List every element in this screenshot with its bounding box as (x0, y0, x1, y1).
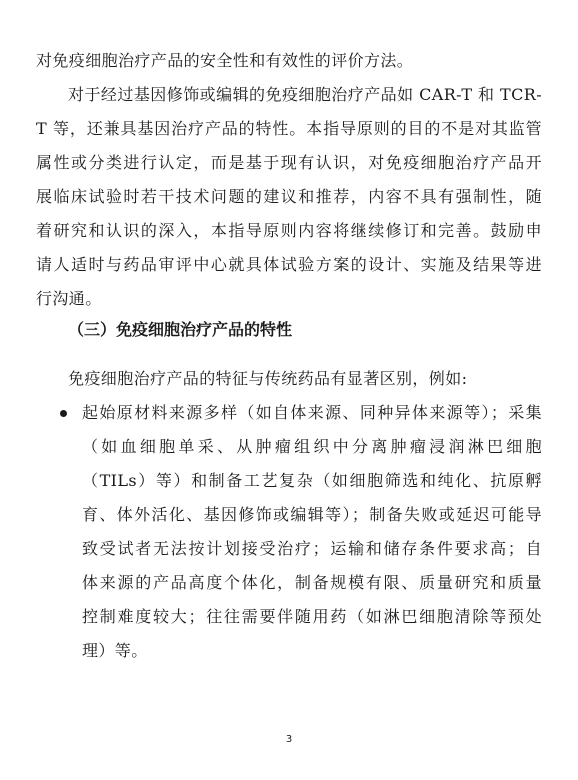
bullet-icon (60, 410, 67, 417)
paragraph-line: 着研究和认识的深入，本指导原则内容将继续修订和完善。鼓励申 (36, 221, 542, 240)
paragraph-line: 行沟通。 (36, 289, 102, 308)
paragraph-line: 展临床试验时若干技术问题的建议和推荐，内容不具有强制性，随 (36, 187, 542, 206)
bullet-line: 体来源的产品高度个体化，制备规模有限、质量研究和质量 (82, 573, 542, 592)
bullet-line: 致受试者无法按计划接受治疗；运输和储存条件要求高；自 (82, 539, 542, 558)
bullet-line: 育、体外活化、基因修饰或编辑等）；制备失败或延迟可能导 (82, 505, 542, 524)
section-heading: （三）免疫细胞治疗产品的特性 (68, 320, 293, 339)
paragraph-line: 请人适时与药品审评中心就具体试验方案的设计、实施及结果等进 (36, 255, 542, 274)
bullet-line: 理）等。 (82, 641, 148, 660)
intro-sentence: 免疫细胞治疗产品的特征与传统药品有显著区别，例如: (68, 369, 468, 388)
paragraph-line: 对于经过基因修饰或编辑的免疫细胞治疗产品如 CAR-T 和 TCR- (68, 85, 542, 104)
bullet-line: （如血细胞单采、从肿瘤组织中分离肿瘤浸润淋巴细胞 (82, 437, 542, 456)
page-number: 3 (285, 734, 293, 745)
paragraph-line: 对免疫细胞治疗产品的安全性和有效性的评价方法。 (36, 51, 414, 70)
bullet-line: 起始原材料来源多样（如自体来源、同种异体来源等）；采集 (82, 403, 542, 422)
bullet-line: （TILs）等）和制备工艺复杂（如细胞筛选和纯化、抗原孵 (82, 471, 542, 490)
bullet-line: 控制难度较大；往往需要伴随用药（如淋巴细胞清除等预处 (82, 607, 542, 626)
paragraph-line: 属性或分类进行认定，而是基于现有认识，对免疫细胞治疗产品开 (36, 153, 542, 172)
paragraph-line: T 等，还兼具基因治疗产品的特性。本指导原则的目的不是对其监管 (36, 119, 542, 138)
